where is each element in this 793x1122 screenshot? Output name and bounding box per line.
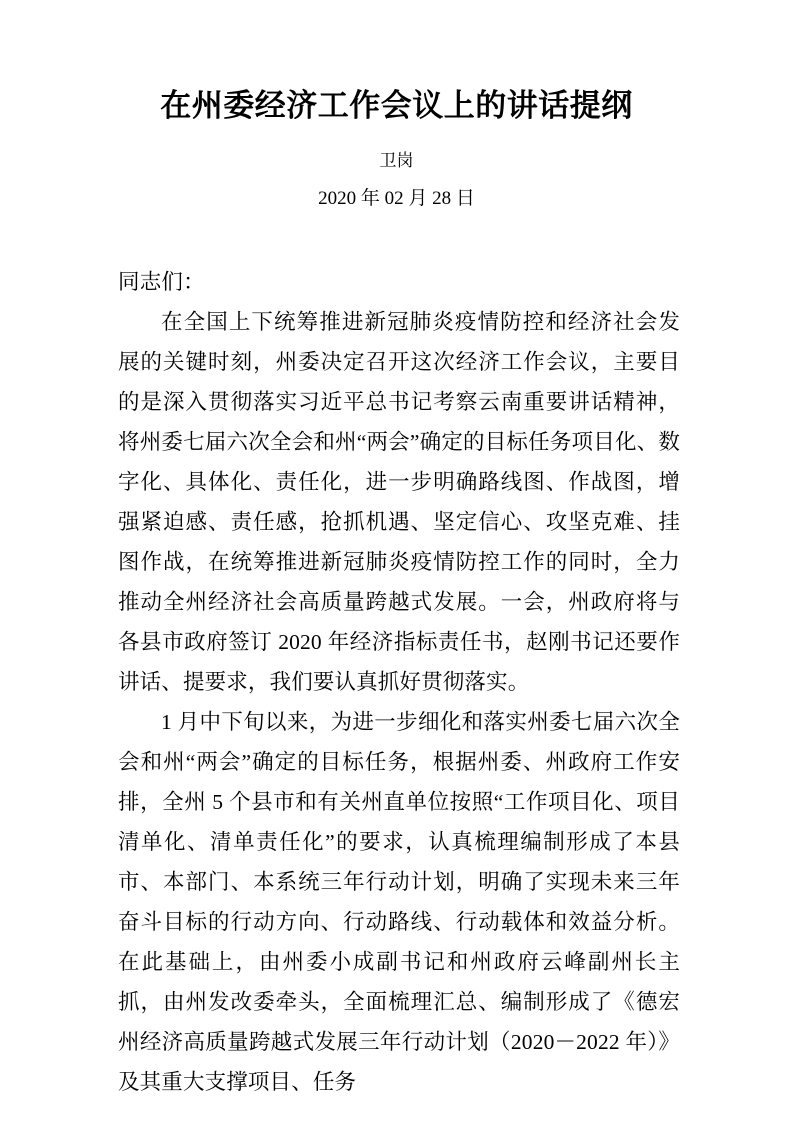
- body-paragraph: 1 月中下旬以来，为进一步细化和落实州委七届六次全会和州“两会”确定的目标任务，根据州委、州政府工作安排，全州 5 个县市和有关州直单位按照“工作项目化、项目清单化、清单责任化”的要求，认真梳理编制形成了本县市、本部门、本系统三年行动计划，明确了实现未来三年奋斗目标的行动方向、行动路线、行动载体和效益分析。在此基础上，由州委小成副书记和州政府云峰副州长主抓，由州发改委牵头，全面梳理汇总、编制形成了《德宏州经济高质量跨越式发展三年行动计划（2020－2022 年）》及其重大支撑项目、任务: [118, 710, 680, 1094]
- document-author: 卫岗: [379, 151, 414, 170]
- page-title: 在州委经济工作会议上的讲话提纲: [160, 88, 633, 124]
- document-date: 2020 年 02 月 28 日: [318, 188, 475, 209]
- body-paragraph: 在全国上下统筹推进新冠肺炎疫情防控和经济社会发展的关键时刻，州委决定召开这次经济工作会议，主要目的是深入贯彻落实习近平总书记考察云南重要讲话精神，将州委七届六次全会和州“两会”确定的目标任务项目化、数字化、具体化、责任化，进一步明确路线图、作战图，增强紧迫感、责任感，抢抓机遇、坚定信心、攻坚克难、挂图作战，在统筹推进新冠肺炎疫情防控工作的同时，全力推动全州经济社会高质量跨越式发展。一会，州政府将与各县市政府签订 2020 年经济指标责任书，赵刚书记还要作讲话、提要求，我们要认真抓好贯彻落实。: [118, 310, 680, 694]
- document-body: [118, 262, 680, 1102]
- salutation: 同志们：: [118, 270, 205, 294]
